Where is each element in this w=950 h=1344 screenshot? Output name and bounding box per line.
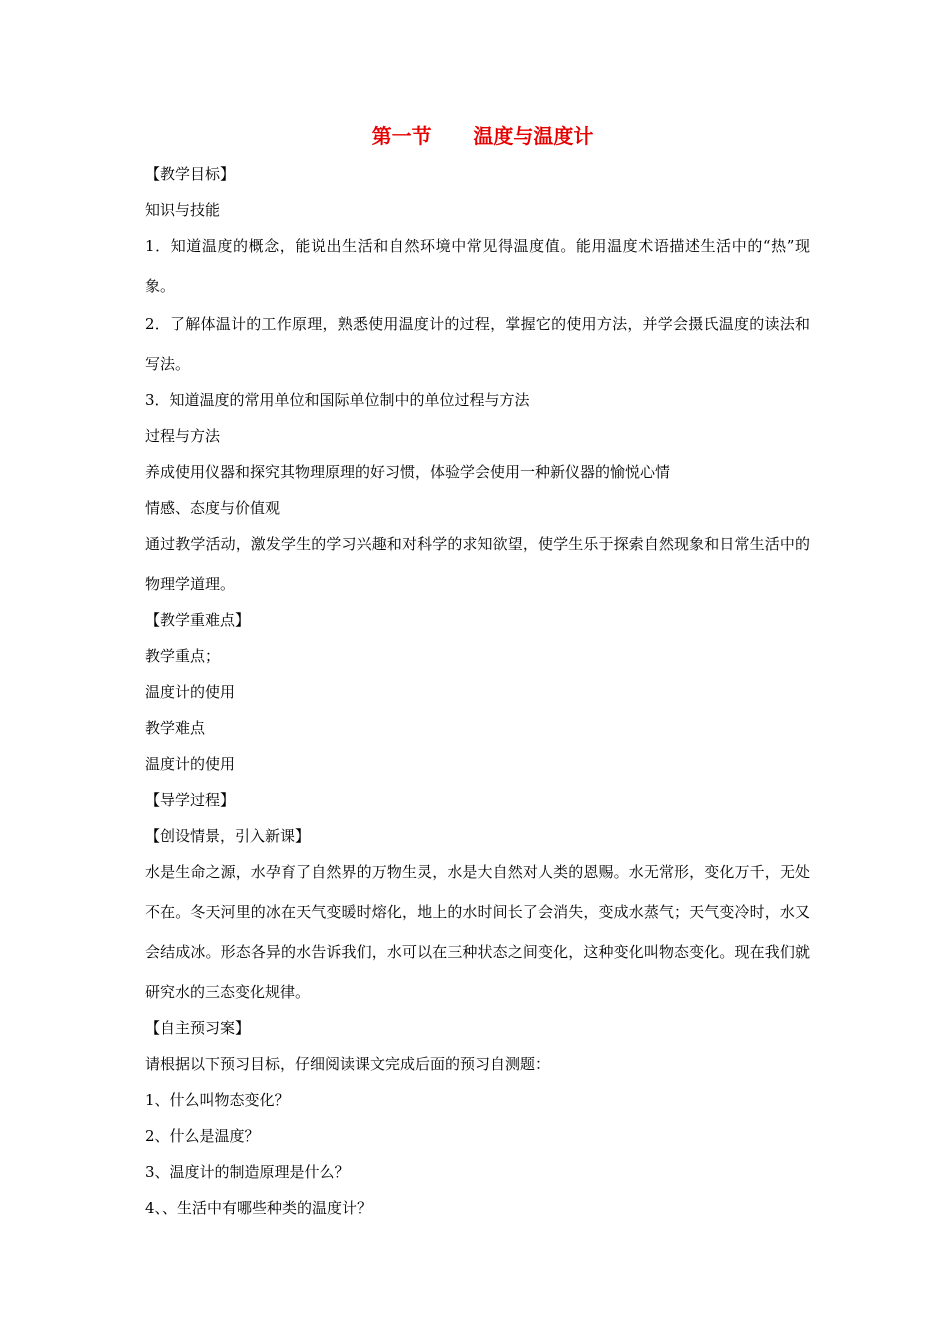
scene-text: 水是生命之源，水孕育了自然界的万物生灵，水是大自然对人类的恩赐。水无常形，变化万千，无处不在。冬天河里的冰在天气变暖时熔化，地上的水时间长了会消失，变成水蒸气；天气变冷时，水又会结成冰。形态各异的水告诉我们，水可以在三种状态之间变化，这种变化叫物态变化。现在我们就研究水的三态变化规律。	[145, 863, 810, 1001]
key-point-label: 教学重点；	[145, 647, 221, 665]
question-2: 2、什么是温度？	[145, 1127, 260, 1145]
knowledge-item-2: 2．了解体温计的工作原理，熟悉使用温度计的过程，掌握它的使用方法，并学会摄氏温度的读法和写法。	[145, 315, 810, 373]
question-1: 1、什么叫物态变化？	[145, 1091, 290, 1109]
scene-heading: 【创设情景，引入新课】	[145, 827, 311, 845]
difficult-text: 温度计的使用	[145, 755, 236, 773]
key-heading: 【教学重难点】	[145, 611, 251, 629]
guide-heading: 【导学过程】	[145, 791, 236, 809]
page-title: 第一节 温度与温度计	[371, 124, 594, 148]
emotion-heading: 情感、态度与价值观	[145, 499, 281, 517]
preview-heading: 【自主预习案】	[145, 1019, 251, 1037]
knowledge-item-3: 3．知道温度的常用单位和国际单位制中的单位过程与方法	[145, 391, 530, 409]
key-point-text: 温度计的使用	[145, 683, 236, 701]
goals-heading: 【教学目标】	[145, 165, 236, 183]
knowledge-item-1: 1．知道温度的概念，能说出生活和自然环境中常见得温度值。能用温度术语描述生活中的“热”现象。	[145, 237, 810, 295]
difficult-label: 教学难点	[145, 719, 206, 737]
question-3: 3、温度计的制造原理是什么？	[145, 1163, 350, 1181]
emotion-text: 通过教学活动，激发学生的学习兴趣和对科学的求知欲望，使学生乐于探索自然现象和日常生活中的物理学道理。	[145, 535, 810, 593]
process-text: 养成使用仪器和探究其物理原理的好习惯，体验学会使用一种新仪器的愉悦心情	[145, 463, 671, 481]
knowledge-heading: 知识与技能	[145, 201, 221, 219]
question-4: 4、、生活中有哪些种类的温度计？	[145, 1199, 373, 1217]
preview-intro: 请根据以下预习目标，仔细阅读课文完成后面的预习自测题：	[145, 1055, 551, 1073]
document-page	[145, 120, 810, 1226]
process-heading: 过程与方法	[145, 427, 221, 445]
